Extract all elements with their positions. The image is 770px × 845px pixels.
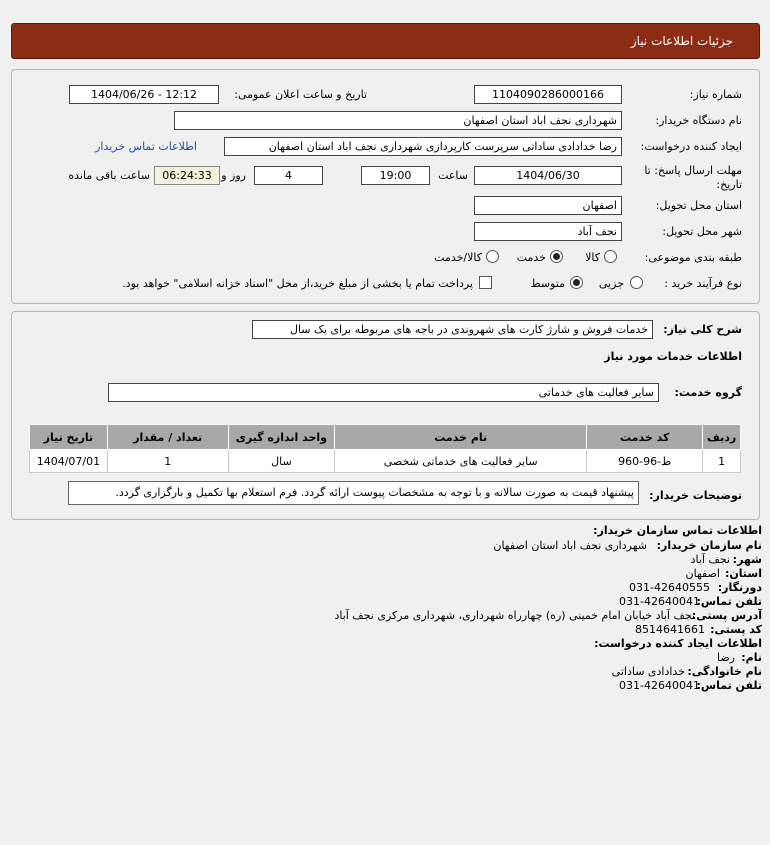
contact-province-value: اصفهان	[685, 567, 720, 580]
col-qty: تعداد / مقدار	[107, 425, 228, 450]
service-group-label: گروه خدمت:	[674, 386, 742, 399]
days-field: 4	[254, 166, 323, 185]
deadline-date-field: 1404/06/30	[474, 166, 622, 185]
services-table	[29, 424, 741, 473]
first-name-value: رضا	[716, 651, 735, 664]
col-code: کد خدمت	[587, 425, 703, 450]
postal-label: کد پستی:	[710, 623, 762, 636]
contact-city-value: نجف آباد	[690, 553, 730, 566]
creator-contact-heading: اطلاعات ایجاد کننده درخواست:	[594, 637, 762, 650]
org-name-value: شهرداری نجف اباد استان اصفهان	[493, 539, 647, 552]
buyer-notes-label: توضیحات خریدار:	[649, 489, 742, 502]
page-header	[11, 23, 760, 59]
creator-field: رضا خدادادی ساداتی سرپرست کارپردازی شهرداری نجف اباد استان اصفهان	[224, 137, 622, 156]
process-medium-label: متوسط	[530, 277, 565, 290]
creator-phone-label: تلفن تماس:	[696, 679, 762, 692]
deadline-time-field: 19:00	[361, 166, 430, 185]
description-field: خدمات فروش و شارژ کارت های شهروندی در باجه های مربوطه برای یک سال	[252, 320, 653, 339]
address-value: نجف آباد خیابان امام خمینی (ره) چهارراه شهرداری، شهرداری مرکزی نجف آباد	[334, 609, 695, 622]
category-both-label: کالا/خدمت	[434, 251, 482, 264]
address-label: آدرس پستی:	[691, 609, 762, 622]
contact-city-label: شهر:	[732, 553, 762, 566]
category-goods-label: کالا	[585, 251, 600, 264]
fax-label: دورنگار:	[717, 581, 762, 594]
col-date: ردیف	[703, 425, 741, 450]
process-minor-label: جزیی	[598, 277, 624, 290]
phone-label: تلفن تماس:	[696, 595, 762, 608]
contact-province-label: استان:	[725, 567, 762, 580]
service-group-field: سایر فعالیت های خدماتی	[108, 383, 659, 402]
category-label: طبقه بندی موضوعی:	[644, 251, 742, 264]
buyer-notes-field: پیشنهاد قیمت به صورت سالانه و با توجه به مشخصات پیوست ارائه گردد. فرم استعلام بها تکمیل و بارگزاری گردد.	[68, 481, 639, 505]
province-field: اصفهان	[474, 196, 622, 215]
buyer-org-label: نام دستگاه خریدار:	[655, 114, 742, 127]
cell-name: سایر فعالیت های خدماتی شخصی	[335, 450, 587, 473]
phone-value: 031-42640041	[619, 595, 700, 608]
need-number-label: شماره نیاز:	[689, 88, 742, 101]
treasury-checkbox[interactable]	[479, 276, 492, 289]
city-label: شهر محل تحویل:	[662, 225, 742, 238]
category-service-radio[interactable]	[550, 250, 563, 263]
cell-row: 1	[703, 450, 741, 473]
remaining-label: ساعت باقی مانده	[68, 169, 150, 182]
org-contact-heading: اطلاعات تماس سازمان خریدار:	[593, 524, 762, 537]
col-name: نام خدمت	[335, 425, 587, 450]
process-label: نوع فرآیند خرید :	[664, 277, 742, 290]
col-row: تاریخ نیاز	[30, 425, 108, 450]
process-minor-radio[interactable]	[630, 276, 643, 289]
cell-code: ط-96-960	[587, 450, 703, 473]
buyer-contact-link[interactable]: اطلاعات تماس خریدار	[95, 140, 197, 153]
org-name-label: نام سازمان خریدار:	[656, 539, 762, 552]
category-both-radio[interactable]	[486, 250, 499, 263]
time-label: ساعت	[438, 169, 468, 182]
buyer-org-field: شهرداری نجف اباد استان اصفهان	[174, 111, 622, 130]
city-field: نجف آباد	[474, 222, 622, 241]
postal-value: 8514641661	[635, 623, 705, 636]
need-number-field: 1104090286000166	[474, 85, 622, 104]
remaining-time-field: 06:24:33	[154, 166, 220, 185]
last-name-label: نام خانوادگی:	[687, 665, 762, 678]
creator-phone-value: 031-42640041	[619, 679, 700, 692]
category-goods-radio[interactable]	[604, 250, 617, 263]
process-medium-radio[interactable]	[570, 276, 583, 289]
creator-label: ایجاد کننده درخواست:	[640, 140, 742, 153]
col-unit: واحد اندازه گیری	[228, 425, 335, 450]
services-heading: اطلاعات خدمات مورد نیاز	[604, 350, 742, 363]
last-name-value: خدادادی ساداتی	[611, 665, 685, 678]
cell-qty: 1	[107, 450, 228, 473]
services-table-header	[30, 425, 741, 450]
deadline-label: مهلت ارسال پاسخ: تا تاریخ:	[644, 164, 742, 191]
announce-field: 1404/06/26 - 12:12	[69, 85, 219, 104]
category-service-label: خدمت	[516, 251, 546, 264]
fax-value: 031-42640555	[629, 581, 710, 594]
description-label: شرح کلی نیاز:	[663, 323, 742, 336]
treasury-text: پرداخت تمام یا بخشی از مبلغ خرید،از محل "اسناد خزانه اسلامی" خواهد بود.	[122, 277, 473, 290]
days-label: روز و	[221, 169, 246, 182]
table-row	[30, 450, 741, 473]
cell-date: 1404/07/01	[30, 450, 108, 473]
page-title: جزئیات اطلاعات نیاز	[630, 34, 733, 48]
cell-unit: سال	[228, 450, 335, 473]
first-name-label: نام:	[741, 651, 762, 664]
province-label: استان محل تحویل:	[655, 199, 742, 212]
announce-label: تاریخ و ساعت اعلان عمومی:	[234, 88, 367, 101]
